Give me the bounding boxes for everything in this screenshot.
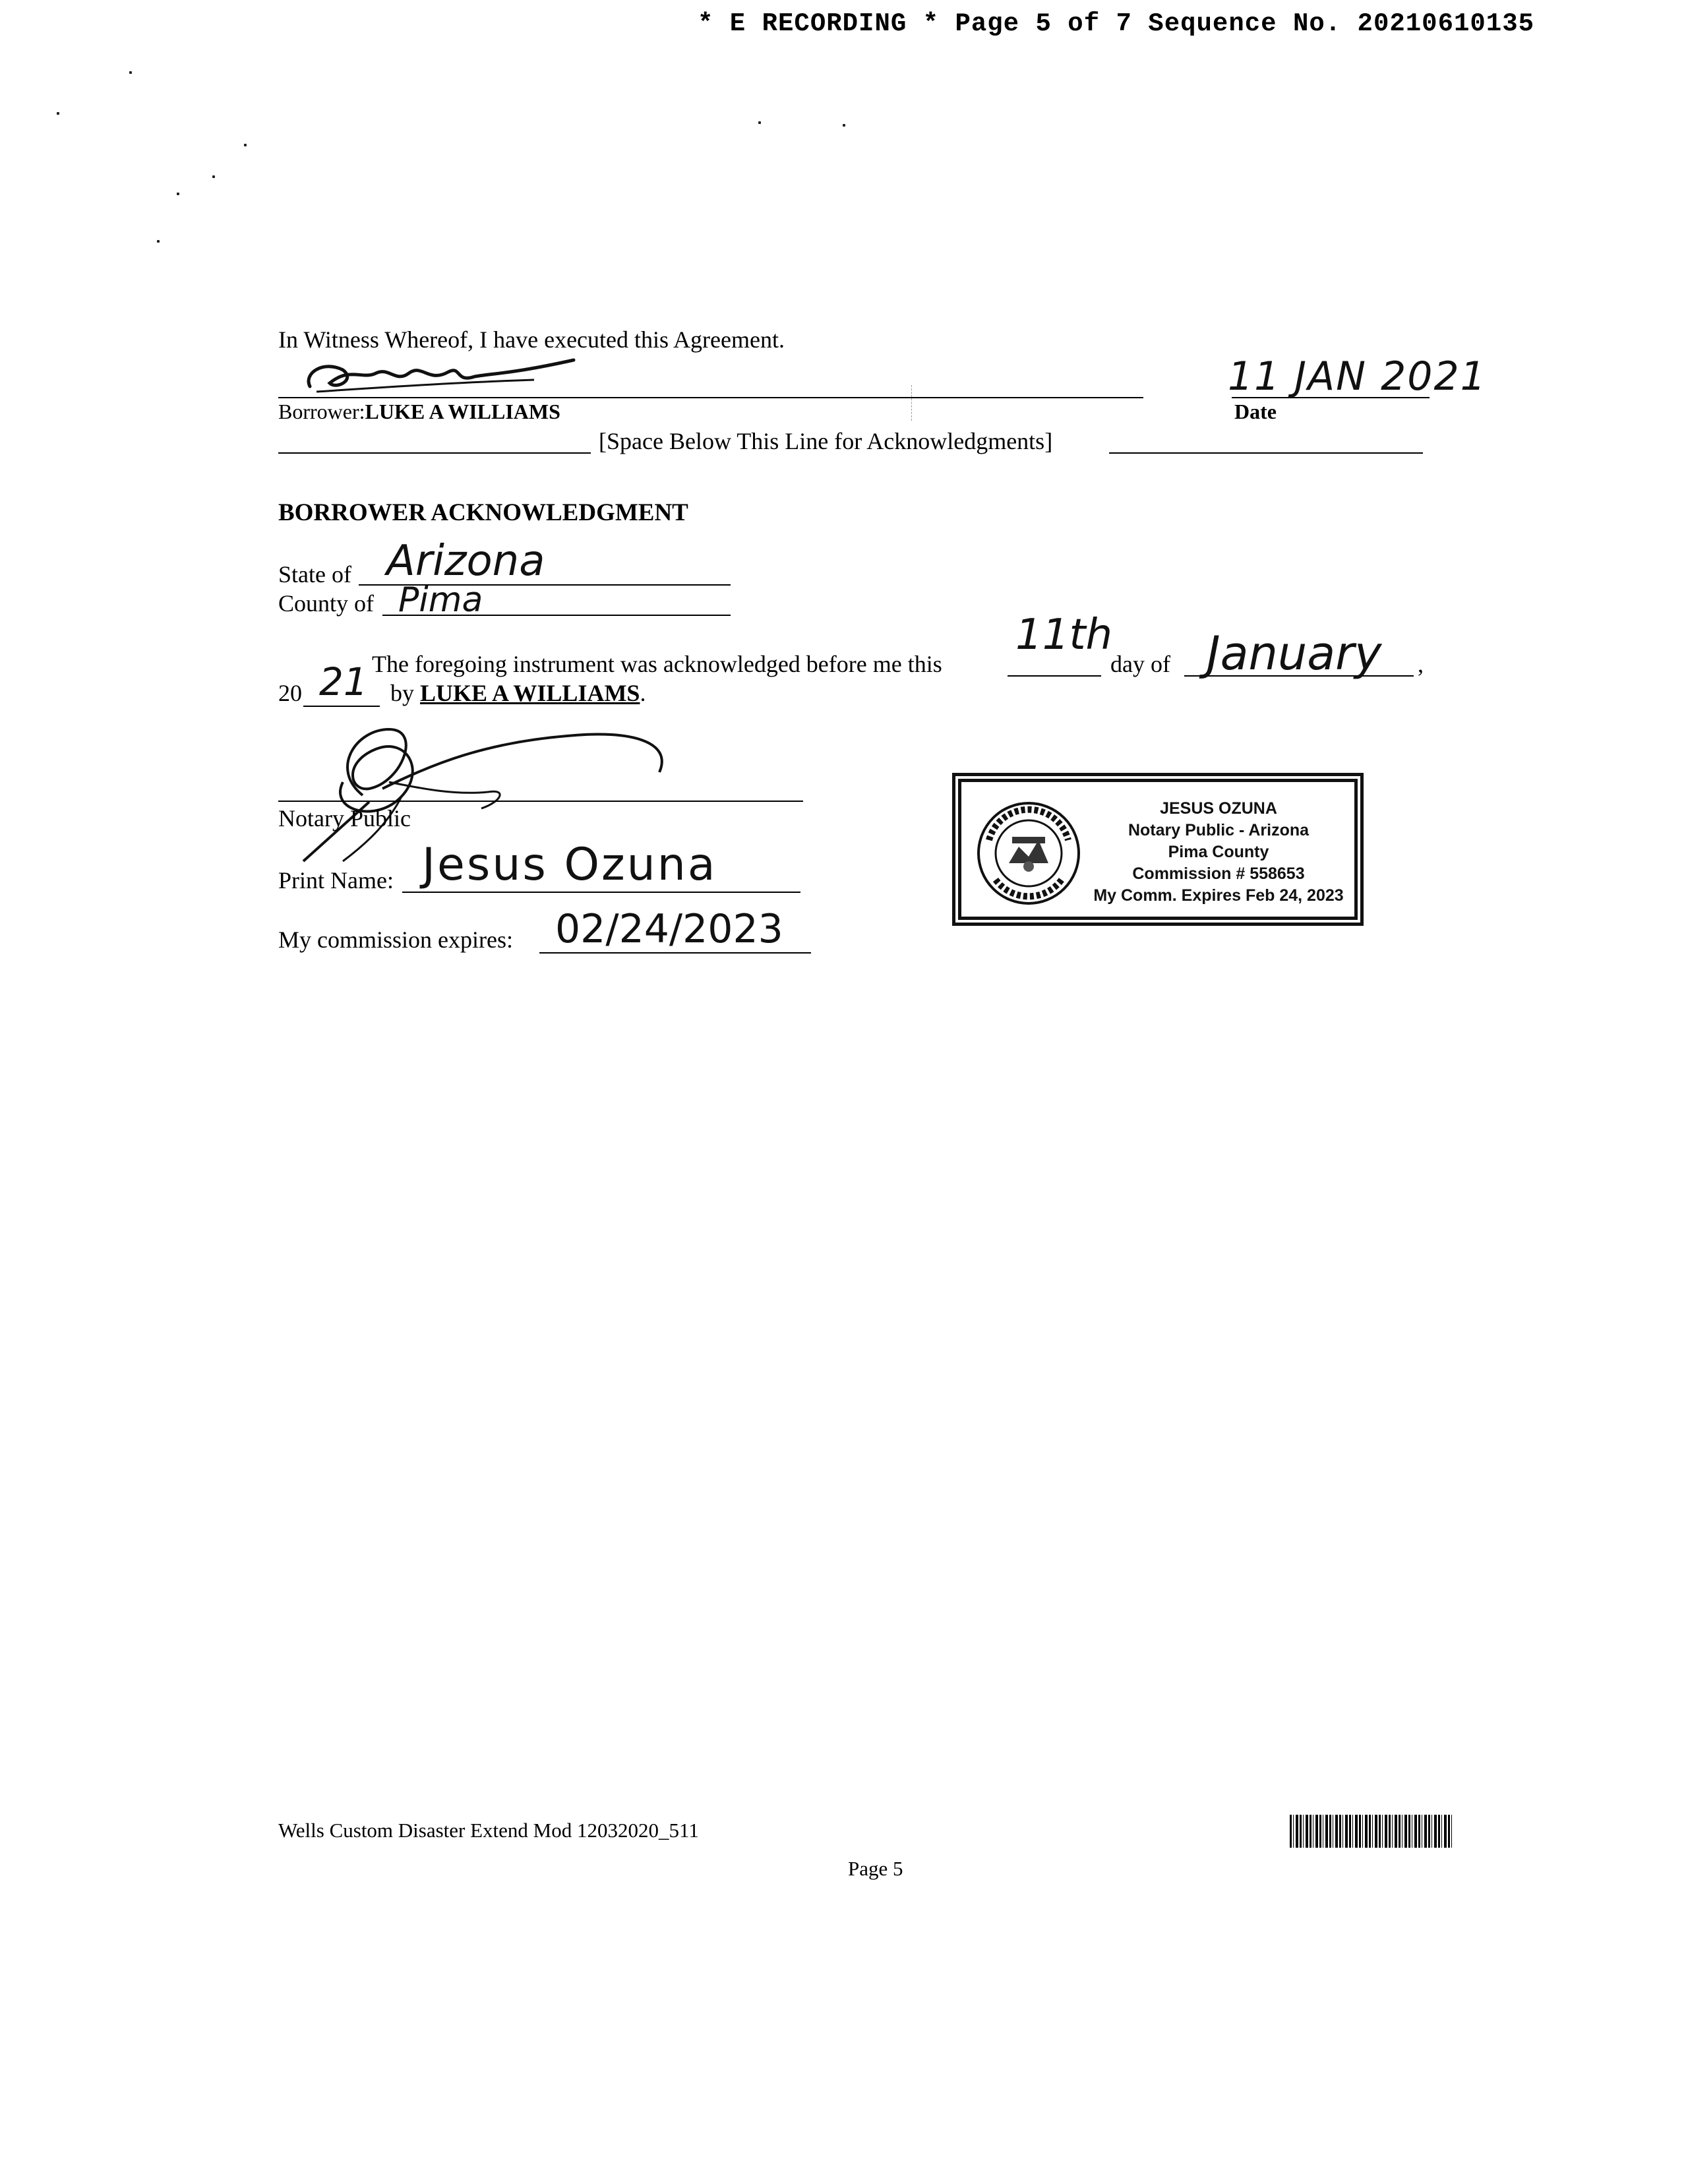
scan-speck (212, 175, 215, 178)
year-line (303, 706, 380, 707)
by-row (390, 679, 646, 707)
notary-stamp (952, 773, 1364, 926)
commission-value: 02/24/2023 (555, 906, 783, 952)
witness-statement: In Witness Whereof, I have executed this Agreement. (278, 326, 785, 353)
state-label: State of (278, 561, 351, 588)
page-number: Page 5 (848, 1857, 903, 1880)
day-line (1008, 675, 1101, 677)
county-label: County of (278, 590, 375, 617)
recording-header: * E RECORDING * Page 5 of 7 Sequence No. 20210610135 (698, 9, 1534, 38)
acknowledgment-heading: BORROWER ACKNOWLEDGMENT (278, 499, 688, 526)
scan-speck (843, 124, 845, 127)
scan-speck (177, 193, 179, 195)
sentence-comma: , (1418, 651, 1424, 677)
by-period: . (640, 680, 646, 706)
form-identifier: Wells Custom Disaster Extend Mod 12032020_511 (278, 1819, 699, 1842)
year-value: 21 (319, 659, 368, 704)
by-name: LUKE A WILLIAMS (420, 680, 640, 706)
scan-speck (57, 112, 59, 115)
commission-label: My commission expires: (278, 926, 513, 953)
borrower-name: LUKE A WILLIAMS (365, 400, 560, 423)
print-name-value: Jesus Ozuna (422, 839, 717, 891)
print-name-line (402, 892, 800, 893)
barcode-icon (1290, 1815, 1452, 1848)
state-seal-icon (976, 801, 1081, 906)
county-value: Pima (398, 580, 483, 620)
notary-public-label: Notary Public (278, 805, 411, 832)
acknowledgment-sentence-part2: day of (1110, 651, 1170, 677)
scan-speck (244, 144, 247, 146)
stamp-expires: My Comm. Expires Feb 24, 2023 (1093, 886, 1344, 905)
year-prefix: 20 (278, 680, 302, 706)
stamp-name: JESUS OZUNA (1160, 799, 1277, 818)
acknowledgment-sentence-part1: The foregoing instrument was acknowledged before me this (372, 651, 942, 677)
by-label: by (390, 680, 414, 706)
stamp-text-block (1088, 798, 1349, 907)
month-value: January (1207, 626, 1382, 681)
borrower-signature (297, 353, 580, 400)
commission-line (539, 952, 811, 954)
borrower-signature-line (278, 397, 1143, 398)
borrower-label-row (278, 400, 560, 424)
borrower-label: Borrower: (278, 400, 365, 423)
scan-speck (758, 121, 761, 124)
notary-signature-line (278, 801, 803, 802)
separator-line-left (278, 452, 591, 454)
stamp-commission: Commission # 558653 (1132, 864, 1305, 883)
date-label: Date (1234, 400, 1277, 423)
print-name-label: Print Name: (278, 867, 394, 894)
date-handwritten: 11 JAN 2021 (1228, 353, 1487, 400)
day-value: 11th (1015, 611, 1113, 659)
scan-speck (157, 240, 160, 243)
scan-artifact-line (911, 385, 912, 421)
stamp-title: Notary Public - Arizona (1128, 821, 1310, 839)
acknowledgment-separator: [Space Below This Line for Acknowledgments] (599, 428, 1053, 454)
scan-speck (129, 71, 132, 74)
stamp-county: Pima County (1168, 843, 1269, 861)
separator-line-right (1109, 452, 1423, 454)
state-value: Arizona (386, 537, 545, 586)
